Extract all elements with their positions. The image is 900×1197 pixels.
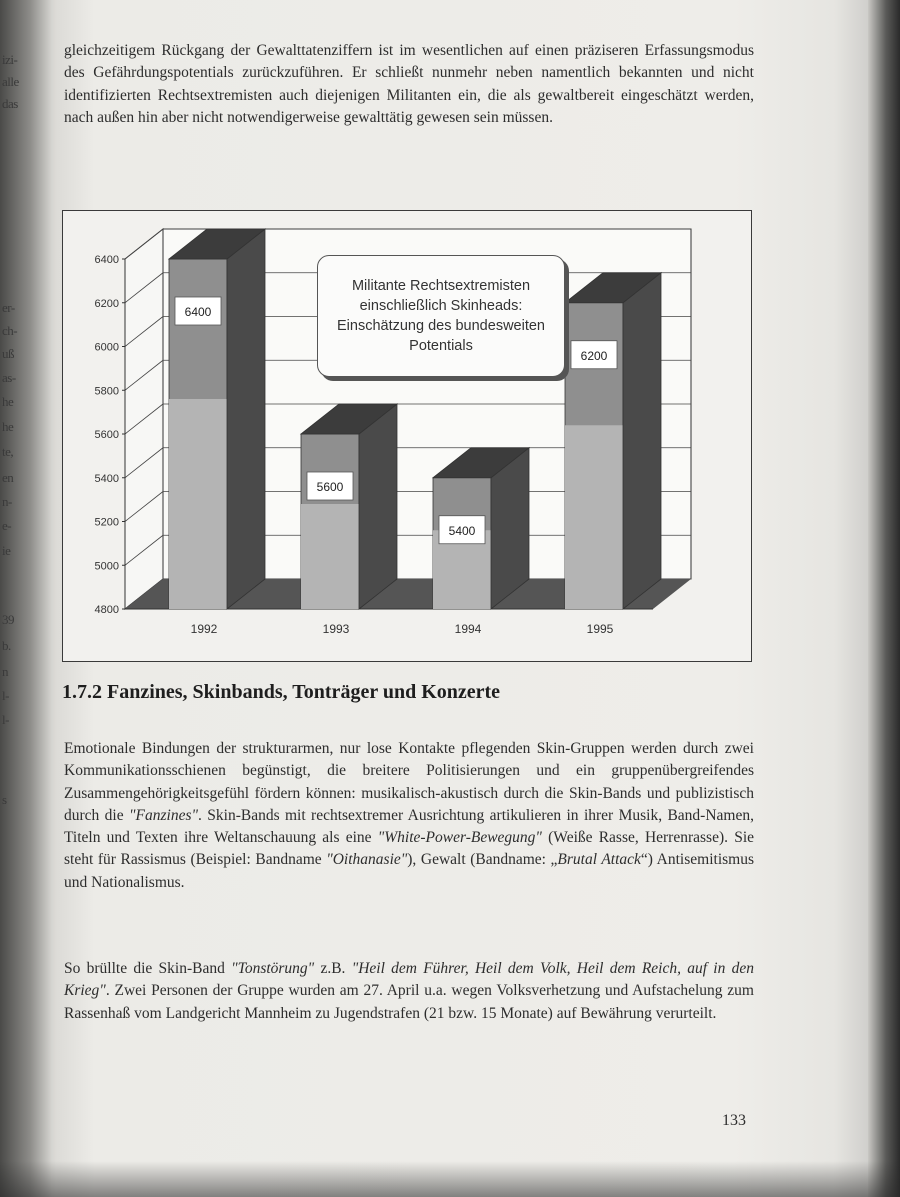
- text-emphasis: "Heil dem Führer, Heil dem Volk, Heil dem Reich, auf in den Krieg": [64, 960, 755, 1000]
- y-tick-label: 6400: [94, 254, 119, 266]
- text-run: (Weiße Rasse, Herrenrasse). Sie steht für Rassismus (Beispiel: Bandname: [64, 829, 755, 869]
- chart-title: Militante Rechtsextremisten einschließlich Skinheads: Einschätzung des bundesweiten Potentials: [337, 278, 545, 354]
- body-paragraph-1: [64, 738, 754, 894]
- y-tick-label: 5400: [94, 472, 119, 485]
- text-run: z.B.: [314, 960, 352, 977]
- section-heading: 1.7.2 Fanzines, Skinbands, Tonträger und Konzerte: [62, 681, 501, 703]
- data-label: 5400: [448, 523, 476, 538]
- margin-fragment: e-: [2, 518, 12, 533]
- margin-fragment: he: [2, 419, 14, 434]
- margin-fragment: das: [2, 96, 18, 111]
- text-emphasis: "Oithanasie": [326, 851, 408, 869]
- margin-fragment: izi-: [2, 52, 18, 67]
- text-emphasis: "Tonstörung": [231, 960, 315, 977]
- book-spine-shadow: [0, 0, 52, 1197]
- bar-chart: [62, 210, 752, 662]
- y-tick-label: 5600: [94, 429, 119, 441]
- margin-fragment: alle: [2, 74, 19, 89]
- margin-fragment: ie: [2, 543, 11, 558]
- y-tick-label: 4800: [94, 604, 119, 616]
- y-tick-label: 5200: [94, 516, 119, 529]
- bar-lower-shade: [169, 399, 227, 609]
- bar-side: [623, 273, 661, 609]
- margin-fragment: l-: [2, 688, 9, 703]
- data-label: 6400: [184, 305, 212, 319]
- margin-fragment: as-: [2, 370, 16, 385]
- margin-fragment: b.: [2, 638, 11, 653]
- margin-fragment: s: [2, 792, 7, 807]
- text-run: . Zwei Personen der Gruppe wurden am 27. April u.a. wegen Volksverhetzung und Aufstachelung zum Rassenhaß vom Landgericht Mannheim zu Jugendstrafen (21 bzw. 15 Monate) auf Bewährung verurteilt.: [64, 982, 754, 1022]
- data-label: 6200: [580, 348, 608, 363]
- text-run: . Skin-Bands mit rechtsextremer Ausrichtung artikulieren in ihrer Musik, Band-Namen, Titeln und Texten ihre Weltanschauung als eine: [64, 806, 754, 847]
- chart-title-box: [317, 255, 565, 377]
- margin-fragment: te,: [2, 444, 14, 459]
- text-run: Emotionale Bindungen der strukturarmen, nur lose Kontakte pflegenden Skin-Gruppen werden durch zwei Kommunikationsschienen begünstigt, die breitere Politisierungen und ein gruppenübergreifendes Zusammengehörigkeitsgefühl fördern können: musikalisch-akustisch durch die Skin-Bands und publizistisch durch die: [64, 740, 754, 824]
- margin-fragment: n: [2, 664, 8, 679]
- x-tick-label: 1992: [190, 622, 218, 636]
- y-tick-label: 6200: [94, 297, 119, 310]
- data-label: 5600: [316, 480, 344, 494]
- bar-lower-shade: [301, 504, 359, 609]
- y-tick-label: 5800: [94, 385, 119, 398]
- page-bottom-shadow: [0, 1161, 900, 1197]
- bar-side: [359, 404, 397, 609]
- bar-lower-shade: [565, 425, 623, 609]
- text-emphasis: "Fanzines": [129, 806, 198, 824]
- margin-fragment: en: [2, 470, 14, 485]
- text-run: “) Antisemitismus und Nationalismus.: [64, 851, 754, 891]
- bar-side: [227, 229, 265, 609]
- text-run: So brüllte die Skin-Band: [64, 960, 232, 977]
- x-tick-label: 1994: [454, 622, 482, 636]
- intro-paragraph: gleichzeitigem Rückgang der Gewalttatenziffern ist im wesentlichen auf einen präziseren Erfassungsmodus des Gefährdungspotentials zurückzuführen. Er schließt nunmehr neben namentlich bekannten und nicht identifizierten Rechtsextremisten auch diejenigen Militanten ein, die als gewaltbereit eingeschätzt werden, nach außen hin aber nicht notwendigerweise gewalttätig gewesen sein müssen.: [64, 42, 754, 126]
- margin-fragment: he: [2, 394, 14, 409]
- y-tick-label: 5000: [94, 560, 119, 573]
- page-edge-shadow: [868, 0, 900, 1197]
- margin-fragment: n-: [2, 494, 12, 509]
- page-number: 133: [722, 1112, 746, 1129]
- margin-fragment: 39: [2, 612, 14, 627]
- margin-fragment: er-: [2, 300, 15, 315]
- margin-fragment: ch-: [2, 323, 18, 338]
- margin-fragment: uß: [2, 346, 14, 361]
- text-emphasis: "White-Power-Bewegung": [377, 829, 542, 847]
- x-tick-label: 1993: [322, 622, 350, 636]
- body-paragraph-2: [64, 958, 754, 1025]
- text-emphasis: Brutal Attack: [557, 851, 641, 869]
- margin-fragment: l-: [2, 712, 9, 727]
- x-tick-label: 1995: [586, 622, 614, 636]
- y-tick-label: 6000: [94, 341, 119, 354]
- text-run: ), Gewalt (Bandname: „: [407, 851, 558, 869]
